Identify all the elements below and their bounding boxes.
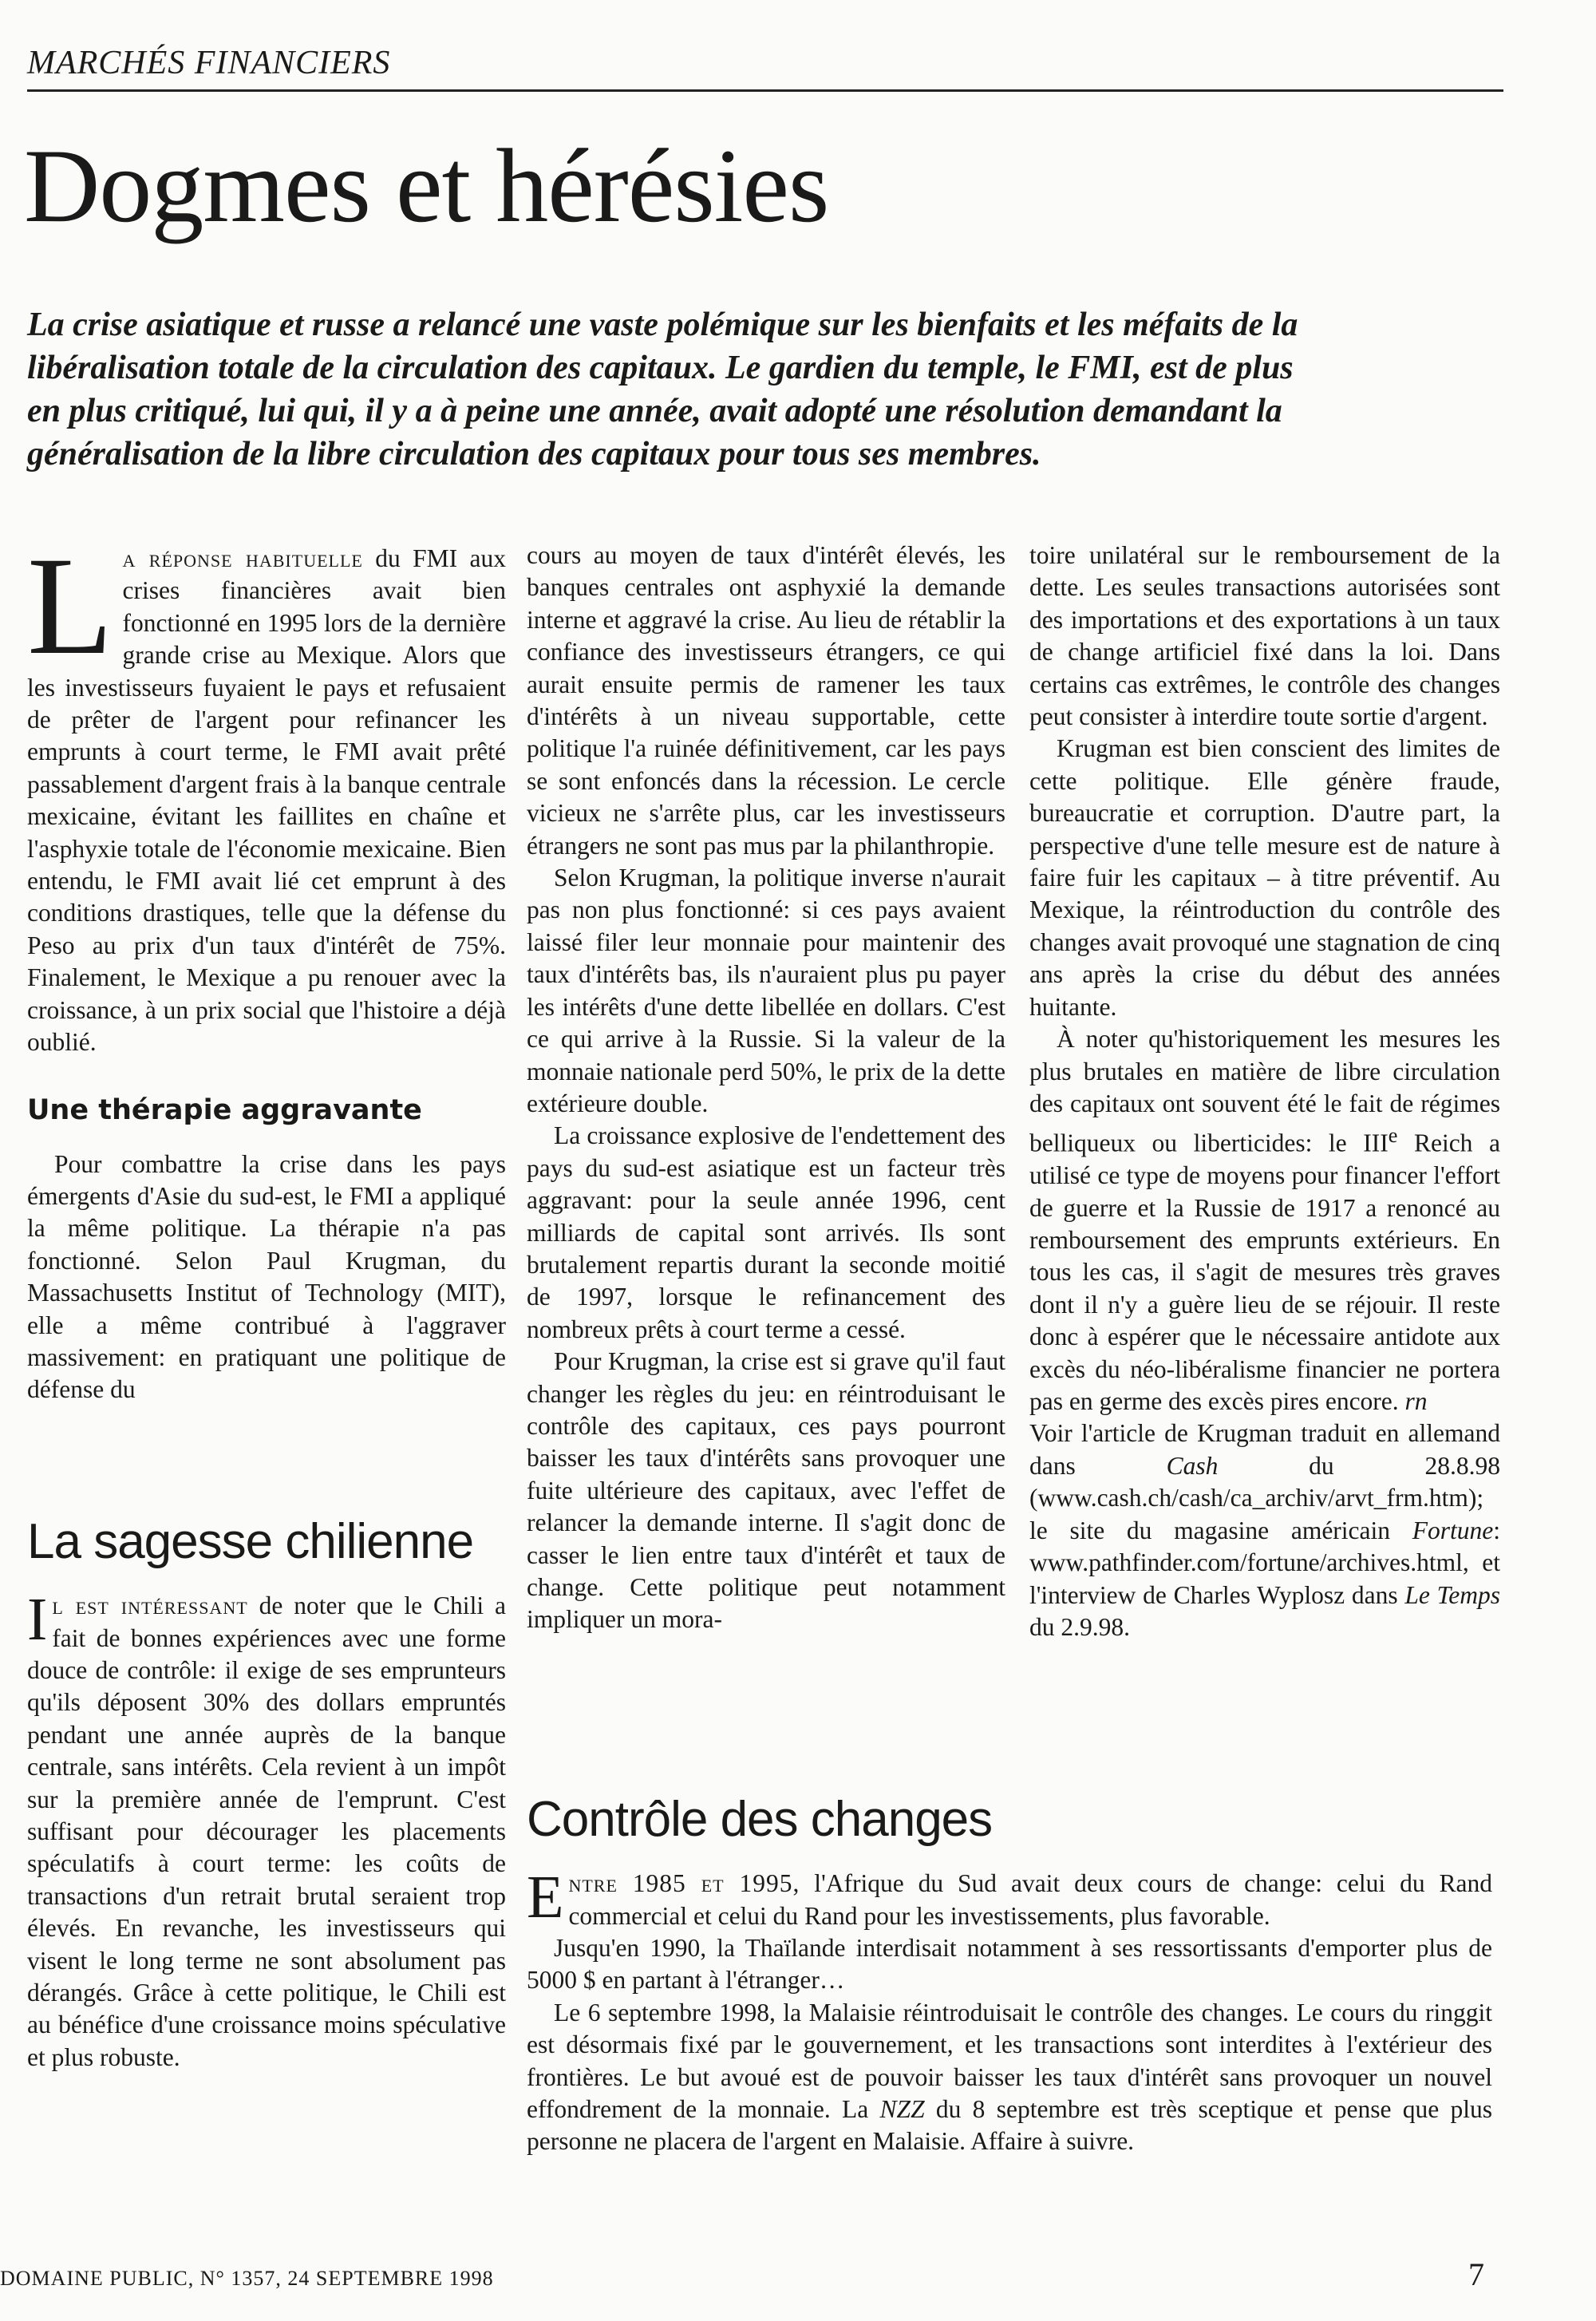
article-paragraph: Krugman est bien conscient des limites de cette politique. Elle génère fraude, bureaucratie et corruption. D'autre part, la perspective d'une telle mesure est de nature à faire fuir les capitaux – à titre préventif. Au Mexique, la réintroduction du contrôle des changes avait provoqué une stagnation de cinq ans après la crise du début des années huitante. xyxy=(1029,734,1500,1021)
box-paragraph: Le 6 septembre 1998, la Malaisie réintroduisait le contrôle des changes. Le cours du ringgit est désormais fixé par le gouvernement, et les transactions sont interdites à l'extérieur des frontières. Le but avoué est de pouvoir baisser les taux d'intérêt sans provoquer un nouvel effondrement de la monnaie. La NZZ du 8 septembre est très sceptique et pense que plus personne ne placera de l'argent en Malaisie. Affaire à suivre. xyxy=(527,1998,1493,2156)
section-rubric: MARCHÉS FINANCIERS xyxy=(27,45,391,81)
drop-cap: L xyxy=(27,528,113,684)
opening-smallcaps: ntre 1985 et 1995, xyxy=(568,1869,800,1898)
sidebar-box-chili xyxy=(27,1515,506,2074)
box-paragraph: Jusqu'en 1990, la Thaïlande interdisait notamment à ses ressortissants d'emporter plus de 5000 $ en partant à l'étranger… xyxy=(527,1934,1492,1995)
article-paragraph: cours au moyen de taux d'intérêt élevés, les banques centrales ont asphyxié la demande interne et aggravé la crise. Au lieu de rétablir la confiance des investisseurs étrangers, ce qui aurait ensuite permis de ramener les taux d'intérêts à un niveau supportable, cette politique l'a ruinée définitivement, car les pays se sont enfoncés dans la récession. Le cercle vicieux ne s'arrête plus, car les investisseurs étrangers ne sont pas mus par la philanthropie. xyxy=(527,541,1005,860)
box-paragraph: Il est intéressant de noter que le Chili a fait de bonnes expériences avec une forme douce de contrôle: il exige de ses emprunteurs qu'ils déposent 30% des dollars empruntés pendant une année auprès de la banque centrale, sans intérêts. Cela revient à un impôt sur la première année de l'emprunt. C'est suffisant pour décourager les placements spéculatifs à court terme: les coûts de transactions d'un retrait brutal seraient trop élevés. En revanche, les investisseurs qui visent le long terme ne sont absolument pas dérangés. Grâce à cette politique, le Chili est au bénéfice d'une croissance moins spéculative et plus robuste. xyxy=(27,1586,506,2071)
page-number: 7 xyxy=(1468,2256,1484,2292)
publication-footer: DOMAINE PUBLIC, N° 1357, 24 SEPTEMBRE 1998 xyxy=(0,2267,494,2290)
box-title: La sagesse chilienne xyxy=(27,1514,474,1569)
article-title: Dogmes et hérésies xyxy=(24,127,829,244)
author-signature: rn xyxy=(1404,1387,1428,1416)
box-paragraph: Entre 1985 et 1995, l'Afrique du Sud avait deux cours de change: celui du Rand commercial et celui du Rand pour les investissements, plus favorable. xyxy=(527,1864,1492,1932)
box-title: Contrôle des changes xyxy=(527,1792,993,1847)
section-subheading: Une thérapie aggravante xyxy=(27,1093,422,1126)
article-paragraph xyxy=(27,528,507,1059)
header-rule xyxy=(27,89,1503,92)
article-paragraph: Selon Krugman, la politique inverse n'aurait pas non plus fonctionné: si ces pays avaient laissé filer leur monnaie pour maintenir des taux d'intérêts bas, ils n'auraient plus pu payer les intérêts d'une dette libellée en dollars. C'est ce qui arrive à la Russie. Si la valeur de la monnaie nationale perd 50%, le prix de la dette extérieure double. xyxy=(527,864,1005,1117)
paragraph-text: du FMI aux crises financières avait bien fonctionné en 1995 lors de la dernière grande crise au Mexique. Alors que les investisseurs fuyaient le pays et refusaient de prêter de l'argent pour refinancer les emprunts à court terme, le FMI avait prêté passablement d'argent frais à la banque centrale mexicaine, évitant les faillites en chaîne et l'asphyxie totale de l'économie mexicaine. Bien entendu, le FMI avait lié cet emprunt à des conditions drastiques, telle que la défense du Peso au prix d'un taux d'intérêt de 75%. Finalement, le Mexique a pu renouer avec la croissance, à un prix social que l'histoire a déjà oublié. xyxy=(27,544,507,1057)
references-paragraph: Voir l'article de Krugman traduit en allemand dans Cash du 28.8.98 (www.cash.ch/cash/ca_archiv/arvt_frm.htm); le site du magasine américain Fortune: www.pathfinder.com/fortune/archives.html, et l'interview de Charles Wyplosz dans Le Temps du 2.9.98. xyxy=(1029,1419,1501,1641)
article-paragraph: Pour Krugman, la crise est si grave qu'il faut changer les règles du jeu: en réintroduisant le contrôle des capitaux, ces pays pourront baisser les taux d'intérêts sans provoquer une fuite ultérieure des capitaux, avec l'effet de relancer la demande interne. Il s'agit donc de casser le lien entre taux d'intérêt et taux de change. Cette politique peut notamment impliquer un mora- xyxy=(527,1347,1005,1634)
article-column-2 xyxy=(527,540,1005,1636)
drop-cap: E xyxy=(527,1864,564,1932)
article-column-3 xyxy=(1029,540,1500,1643)
opening-smallcaps: a réponse habituelle xyxy=(122,544,363,572)
article-paragraph: La croissance explosive de l'endettement des pays du sud-est asiatique est un facteur très aggravant: pour la seule année 1996, cent milliards de capital sont arrivés. Ils sont brutalement repartis durant la seconde moitié de 1997, lorsque le refinancement des nombreux prêts à court terme a cessé. xyxy=(527,1121,1005,1343)
article-paragraph: Pour combattre la crise dans les pays émergents d'Asie du sud-est, le FMI a appliqué la même politique. La thérapie n'a pas fonctionné. Selon Paul Krugman, du Massachusetts Institut of Technology (MIT), elle a même contribué à l'aggraver massivement: en pratiquant une politique de défense du xyxy=(27,1149,506,1404)
article-paragraph: À noter qu'historiquement les mesures les plus brutales en matière de libre circulation des capitaux ont souvent été le fait de régimes belliqueux ou liberticides: le IIIe Reich a utilisé ce type de moyens pour financer l'effort de guerre et la Russie de 1917 a renoncé au remboursement des emprunts extérieurs. En tous les cas, il s'agit de mesures très graves dont il n'y a guère lieu de se réjouir. Il reste donc à espérer que le nécessaire antidote aux excès du néo-libéralisme financier ne portera pas en germe des excès pires encore. rn xyxy=(1029,1025,1500,1416)
article-column-1 xyxy=(27,528,507,1406)
article-paragraph: toire unilatéral sur le remboursement de la dette. Les seules transactions autorisées sont des importations et des exportations à un taux de change artificiel fixé dans la loi. Dans certains cas extrêmes, le contrôle des changes peut consister à interdire toute sortie d'argent. xyxy=(1029,541,1500,731)
drop-cap: I xyxy=(27,1586,48,1654)
article-lead: La crise asiatique et russe a relancé une vaste polémique sur les bienfaits et les méfaits de la libéralisation totale de la circulation des capitaux. Le gardien du temple, le FMI, est de plus en plus critiqué, lui qui, il y a à peine une année, avait adopté une résolution demandant la généralisation de la libre circulation des capitaux pour tous ses membres. xyxy=(27,306,1298,473)
opening-smallcaps: l est intéressant xyxy=(52,1591,248,1620)
sidebar-box-changes xyxy=(527,1793,1492,2158)
